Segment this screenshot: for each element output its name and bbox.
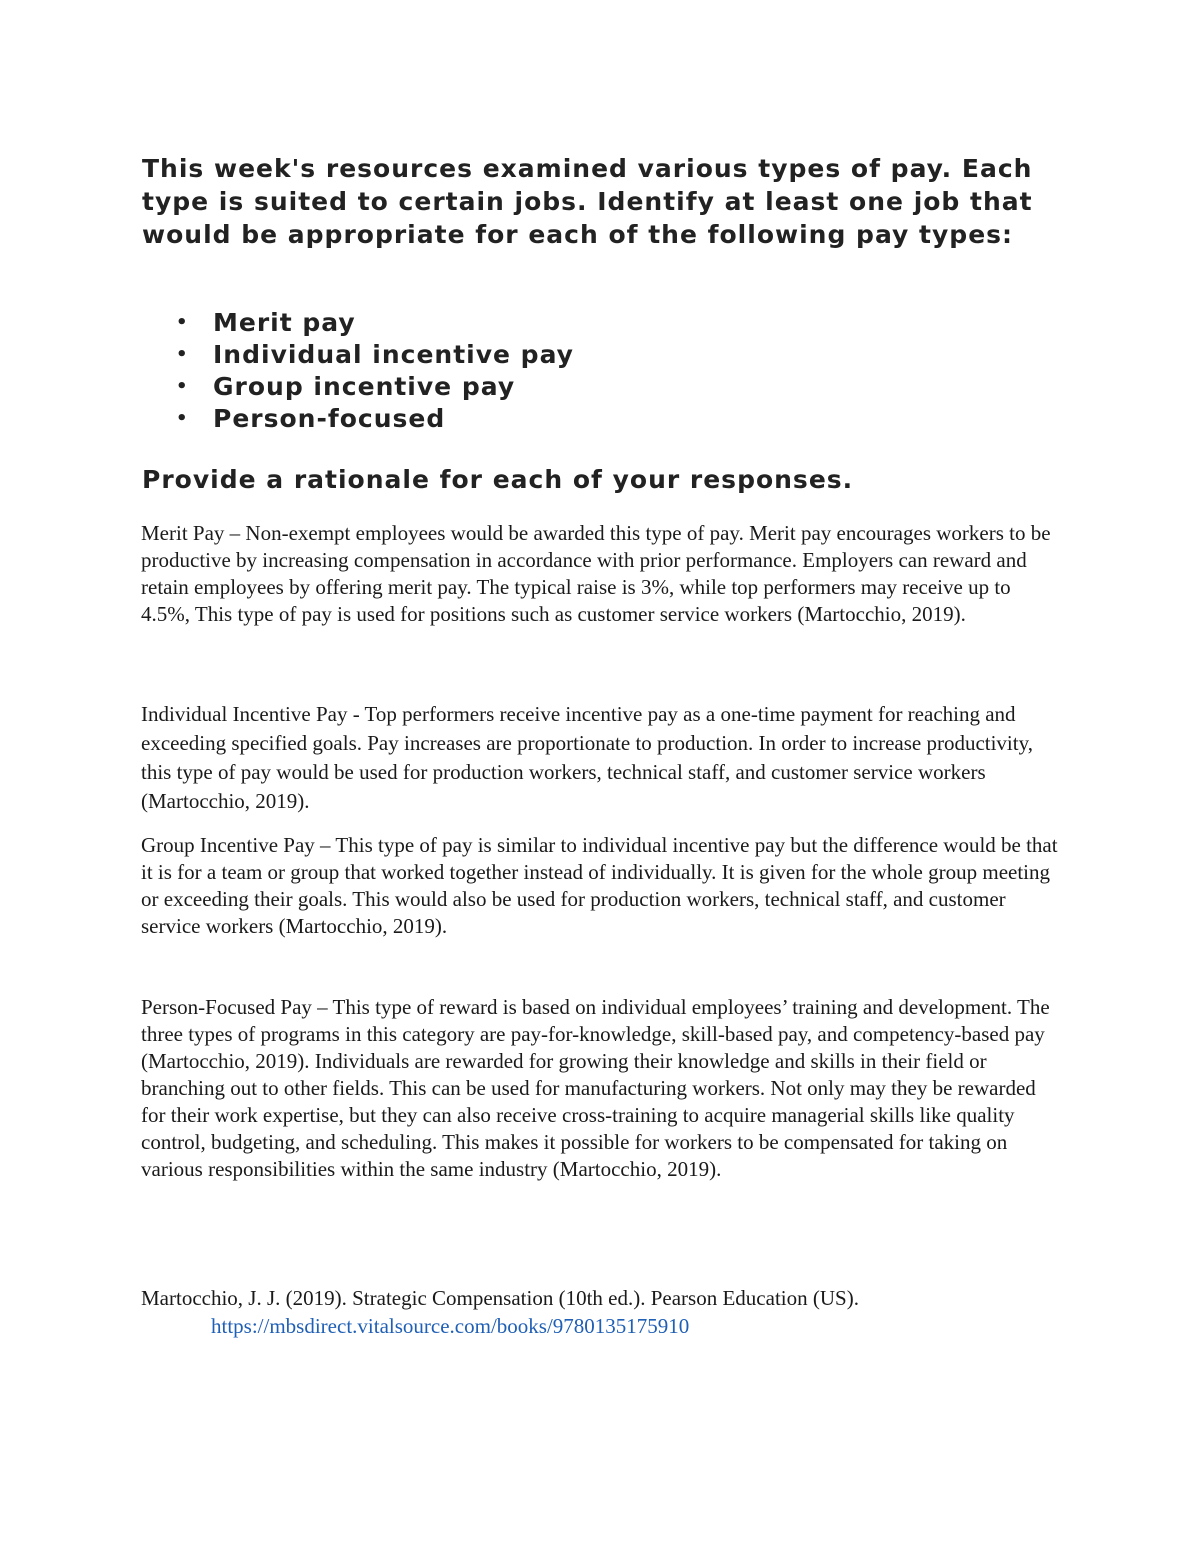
bullet-icon: • (176, 312, 189, 333)
prompt-question: This week's resources examined various types of pay. Each type is suited to certain jobs. Identify at least one job that would be appropriate for each of the following pay types: (142, 154, 1033, 249)
list-item (142, 339, 1042, 371)
reference-citation: Martocchio, J. J. (2019). Strategic Compensation (10th ed.). Pearson Education (US). (141, 1286, 859, 1310)
pay-type-label: Group incentive pay (213, 372, 516, 401)
group-incentive-paragraph: Group Incentive Pay – This type of pay is similar to individual incentive pay but the difference would be that it is for a team or group that worked together instead of individually. It is given for the whole group meeting or exceeding their goals. This would also be used for production workers, technical staff, and customer service workers (Martocchio, 2019). (141, 833, 1058, 938)
pay-type-label: Individual incentive pay (213, 340, 574, 369)
bullet-icon: • (176, 344, 189, 365)
pay-type-label: Person-focused (213, 404, 446, 433)
reference-entry (141, 1284, 1061, 1340)
reference-link[interactable]: https://mbsdirect.vitalsource.com/books/9780135175910 (211, 1314, 690, 1338)
merit-pay-paragraph: Merit Pay – Non-exempt employees would be awarded this type of pay. Merit pay encourages workers to be productive by increasing compensation in accordance with prior performance. Employers can reward and retain employees by offering merit pay. The typical raise is 3%, while top performers may receive up to 4.5%, This type of pay is used for positions such as customer service workers (Martocchio, 2019). (141, 521, 1051, 626)
person-focused-paragraph: Person-Focused Pay – This type of reward is based on individual employees’ training and development. The three types of programs in this category are pay-for-knowledge, skill-based pay, and competency-based pay (Martocchio, 2019). Individuals are rewarded for growing their knowledge and skills in their field or branching out to other fields. This can be used for manufacturing workers. Not only may they be rewarded for their work expertise, but they can also receive cross-training to acquire managerial skills like quality control, budgeting, and scheduling. This makes it possible for workers to be compensated for taking on various responsibilities within the same industry (Martocchio, 2019). (141, 995, 1050, 1181)
list-item (142, 403, 1042, 435)
pay-types-list (142, 307, 1042, 435)
list-item (142, 307, 1042, 339)
bullet-icon: • (176, 408, 189, 429)
rationale-heading: Provide a rationale for each of your responses. (142, 465, 854, 494)
individual-incentive-paragraph: Individual Incentive Pay - Top performers receive incentive pay as a one-time payment for reaching and exceeding specified goals. Pay increases are proportionate to production. In order to increase productivity, this type of pay would be used for production workers, technical staff, and customer service workers (Martocchio, 2019). (141, 702, 1033, 813)
bullet-icon: • (176, 376, 189, 397)
list-item (142, 371, 1042, 403)
pay-type-label: Merit pay (213, 308, 356, 337)
